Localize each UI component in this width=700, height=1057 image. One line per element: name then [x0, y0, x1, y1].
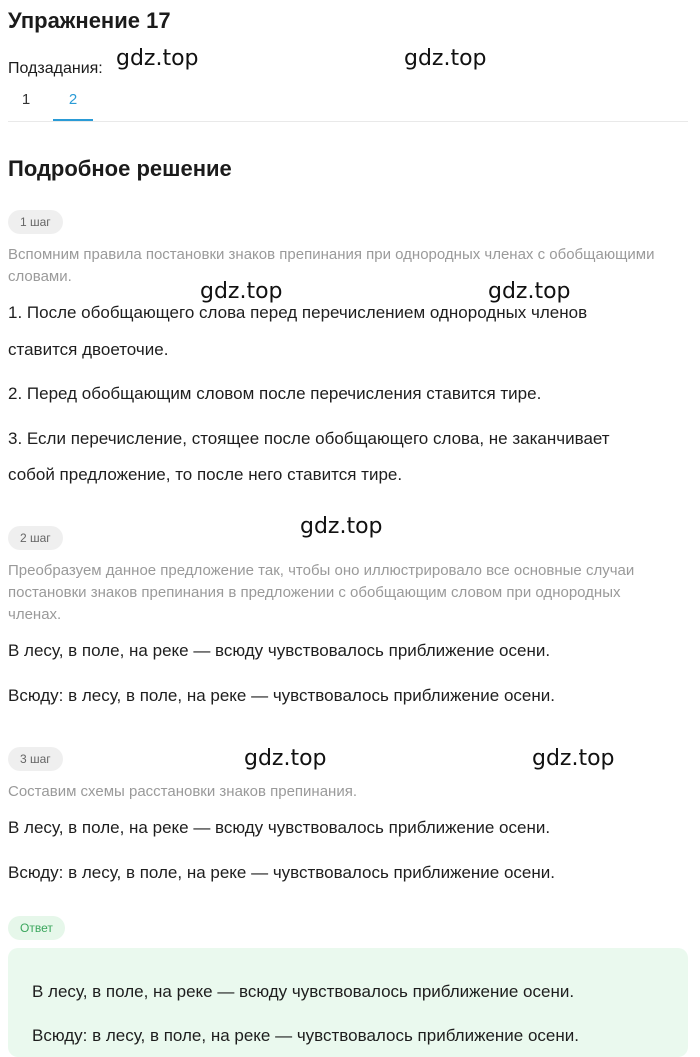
tabs-divider [8, 121, 688, 122]
step-hint: Преобразуем данное предложение так, чтобы оно иллюстрировало все основные случаи постановки знаков препинания в предложении с обобщающим словом при однородных членах. [8, 562, 635, 623]
step-hint: Вспомним правила постановки знаков препинания при однородных членах с обобщающими словами. [8, 246, 655, 285]
answer-box [8, 948, 688, 1057]
watermark: gdz.top [532, 746, 615, 771]
watermark: gdz.top [116, 46, 199, 71]
watermark: gdz.top [300, 514, 383, 539]
step-hint: Составим схемы расстановки знаков препинания. [8, 783, 358, 800]
solution-title: Подробное решение [8, 156, 232, 181]
step-line: 3. Если перечисление, стоящее после обобщающего слова, не заканчивает [8, 429, 610, 448]
step-badge: 3 шаг [8, 747, 63, 771]
tab-subtask-1[interactable]: 1 [21, 91, 31, 108]
watermark: gdz.top [244, 746, 327, 771]
watermark: gdz.top [200, 279, 283, 304]
step-line: 2. Перед обобщающим словом после перечисления ставится тире. [8, 384, 542, 403]
answer-line: Всюду: в лесу, в поле, на реке — чувствовалось приближение осени. [32, 1026, 579, 1045]
step-line: В лесу, в поле, на реке — всюду чувствовалось приближение осени. [8, 641, 551, 660]
watermark: gdz.top [488, 279, 571, 304]
step-line: 1. После обобщающего слова перед перечислением однородных членов [8, 303, 588, 322]
page-title: Упражнение 17 [8, 8, 171, 33]
answer-line: В лесу, в поле, на реке — всюду чувствовалось приближение осени. [32, 982, 575, 1001]
step-line: ставится двоеточие. [8, 340, 169, 359]
step-line: собой предложение, то после него ставится тире. [8, 465, 403, 484]
step-line: В лесу, в поле, на реке — всюду чувствовалось приближение осени. [8, 818, 551, 837]
step-badge: 2 шаг [8, 526, 63, 550]
tab-subtask-2[interactable]: 2 [53, 90, 93, 121]
step-line: Всюду: в лесу, в поле, на реке — чувствовалось приближение осени. [8, 686, 555, 705]
watermark: gdz.top [404, 46, 487, 71]
answer-badge: Ответ [8, 916, 65, 940]
step-badge: 1 шаг [8, 210, 63, 234]
step-line: Всюду: в лесу, в поле, на реке — чувствовалось приближение осени. [8, 863, 555, 882]
subtasks-label: Подзадания: [8, 60, 103, 77]
